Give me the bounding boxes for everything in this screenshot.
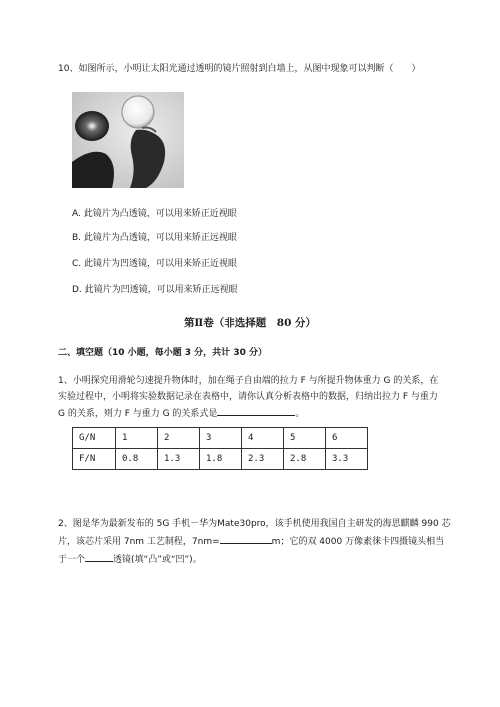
table-cell: 2.8 [284, 449, 326, 470]
option-b[interactable]: B. 此镜片为凸透镜，可以用来矫正远视眼 [72, 233, 237, 243]
table-cell: 2.3 [242, 449, 284, 470]
option-a[interactable]: A. 此镜片为凸透镜，可以用来矫正近视眼 [72, 209, 237, 219]
table-row [73, 428, 368, 449]
data-table [72, 427, 368, 470]
option-d[interactable]: D. 此镜片为凹透镜，可以用来矫正远视眼 [72, 285, 238, 295]
table-cell: 1 [116, 428, 158, 449]
part-title: 二、填空题（10 小题，每小题 3 分，共计 30 分） [58, 348, 267, 358]
table-cell: 2 [158, 428, 200, 449]
table-cell: 3 [200, 428, 242, 449]
lens-photo-illustration [72, 92, 184, 188]
question-1 [58, 373, 446, 422]
question-2-text-mid: m；它的双 4000 万像素徕卡四摄镜头相当于一个 [58, 537, 445, 565]
table-cell: 0.8 [116, 449, 158, 470]
table-cell: 4 [242, 428, 284, 449]
table-cell: 5 [284, 428, 326, 449]
table-cell: 3.3 [326, 449, 368, 470]
section-title: 第Ⅱ卷（非选择题 80 分） [183, 317, 317, 329]
table-row [73, 449, 368, 470]
table-cell: F/N [73, 449, 116, 470]
question-10-stem: 10、如图所示，小明让太阳光通过透明的镜片照射到白墙上，从图中现象可以判断（ ） [58, 64, 421, 74]
table-cell: 6 [326, 428, 368, 449]
answer-blank-lens[interactable] [85, 551, 113, 562]
table-cell: G/N [73, 428, 116, 449]
answer-blank-nm[interactable] [220, 533, 272, 544]
question-1-text: 1、小明探究用滑轮匀速提升物体时，加在绳子自由端的拉力 F 与所提升物体重力 G 的关系，在实验过程中，小明将实验数据记录在表格中，请你认真分析表格中的数据，归纳出拉力 F 与重力 G 的关系，则力 F 与重力 G 的关系式是 [58, 376, 439, 419]
table-cell: 1.8 [200, 449, 242, 470]
question-1-end: 。 [295, 409, 305, 419]
lens-experiment-photo [72, 92, 184, 188]
question-2-text-end: 透镜(填“凸”或“凹”)。 [113, 555, 202, 565]
answer-blank-relation[interactable] [217, 405, 295, 416]
table-cell: 1.3 [158, 449, 200, 470]
option-c[interactable]: C. 此镜片为凹透镜，可以用来矫正近视眼 [72, 259, 238, 269]
question-2-text: 2、图是华为最新发布的 5G 手机－华为Mate30pro，该手机使用我国自主研发的海思麒麟 990 芯片，该芯片采用 7nm 工艺制程，7nm= [58, 519, 451, 547]
question-2 [58, 515, 453, 569]
